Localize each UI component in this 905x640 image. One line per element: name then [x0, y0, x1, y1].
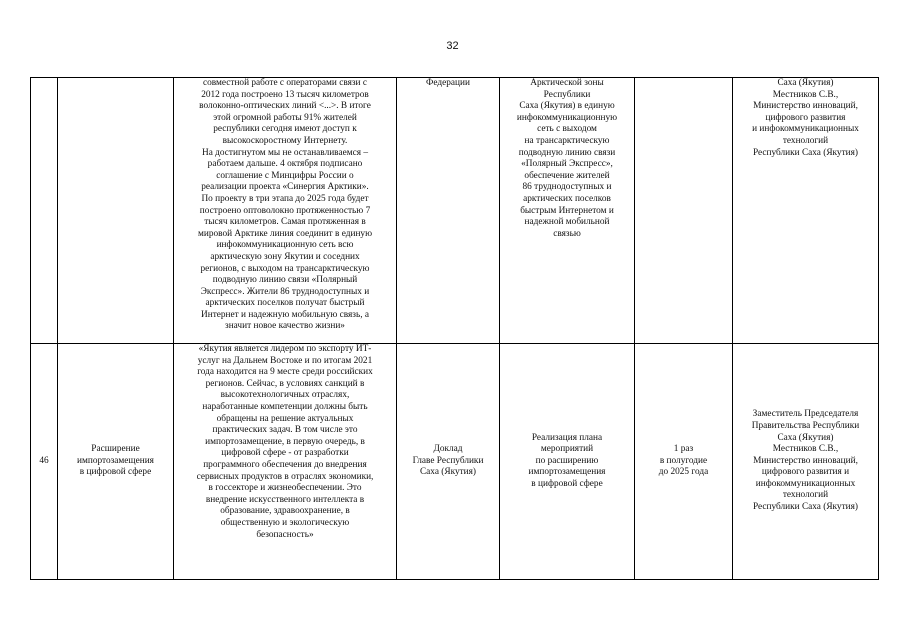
report-form-cell: Доклад Главе Республики Саха (Якутия) — [397, 344, 500, 580]
row-number-cell: 46 — [31, 344, 58, 580]
responsible-cell: Заместитель Председателя Правительства Республики Саха (Якутия) Местников С.В., Министерство инноваций, цифрового развития и инфокоммуникационных технологий Республики Саха (Якутия) — [733, 344, 879, 580]
row-number-cell — [31, 78, 58, 344]
instruction-name-cell: Расширение импортозамещения в цифровой сфере — [58, 344, 174, 580]
responsible-cell: Саха (Якутия) Местников С.В., Министерство инноваций, цифрового развития и инфокоммуникационных технологий Республики Саха (Якутия) — [733, 78, 879, 344]
instruction-table — [30, 77, 879, 580]
term-cell: 1 раз в полугодие до 2025 года — [635, 344, 733, 580]
term-cell — [635, 78, 733, 344]
table-row — [31, 78, 879, 344]
measures-cell: Реализация плана мероприятий по расширению импортозамещения в цифровой сфере — [500, 344, 635, 580]
table-row — [31, 344, 879, 580]
page-number: 32 — [446, 40, 459, 52]
report-form-cell: Федерации — [397, 78, 500, 344]
instruction-name-cell — [58, 78, 174, 344]
measures-cell: Арктической зоны Республики Саха (Якутия) в единую инфокоммуникационную сеть с выходом на трансарктическую подводную линию связи «Полярный Экспресс», обеспечение жителей 86 труднодоступных и арктических поселков быстрым Интернетом и надежной мобильной связью — [500, 78, 635, 344]
address-quote-cell: совместной работе с операторами связи с 2012 года построено 13 тысяч километров волоконно-оптических линий <...>. В итоге этой огромной работы 91% жителей республики сегодня имеют доступ к высокоскоростному Интернету. На достигнутом мы не останавливаемся – работаем дальше. 4 октября подписано соглашение с Минцифры России о реализации проекта «Синергия Арктики». По проекту в три этапа до 2025 года будет построено оптоволокно протяженностью 7 тысяч километров. Самая протяженная в мировой Арктике линия соединит в единую инфокоммуникационную сеть всю арктическую зону Якутии и соседних регионов, с выходом на трансарктическую подводную линию связи «Полярный Экспресс». Жители 86 труднодоступных и арктических поселков получат быстрый Интернет и надежную мобильную связь, а значит новое качество жизни» — [174, 78, 397, 344]
address-quote-cell: «Якутия является лидером по экспорту ИТ- услуг на Дальнем Востоке и по итогам 2021 года находится на 9 месте среди российских регионов. Сейчас, в условиях санкций в высокотехнологичных отраслях, наработанные компетенции должны быть обращены на решение актуальных практических задач. В том числе это импортозамещение, в первую очередь, в цифровой сфере - от разработки программного обеспечения до внедрения сервисных продуктов в отраслях экономики, в госсекторе и жизнеобеспечении. Это внедрение искусственного интеллекта в образование, здравоохранение, в общественную и экологическую безопасность» — [174, 344, 397, 580]
